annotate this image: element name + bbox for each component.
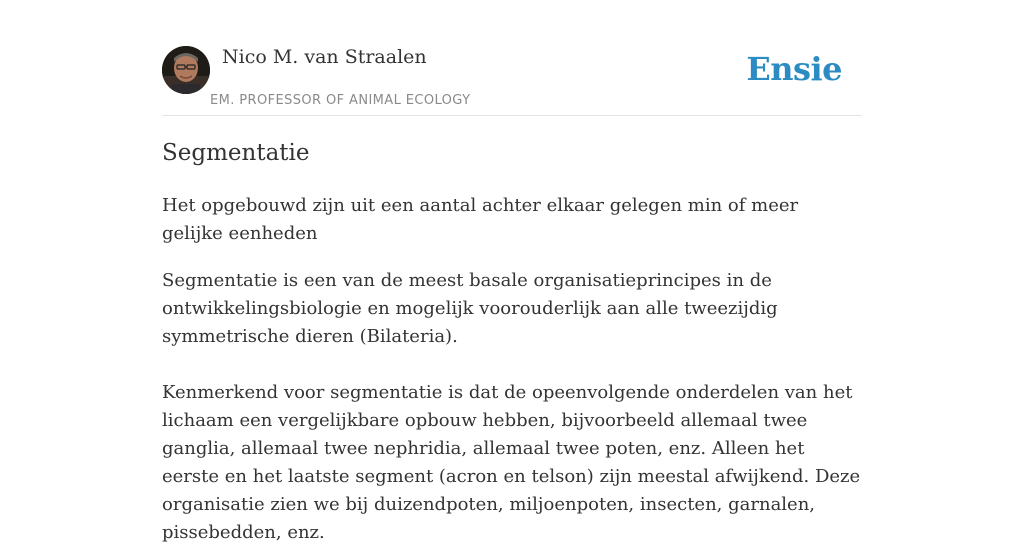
author-avatar[interactable] [162,46,210,94]
author-role: EM. PROFESSOR OF ANIMAL ECOLOGY [210,93,471,108]
author-portrait-icon [162,46,210,94]
entry-body: Segmentatie is een van de meest basale organisatieprincipes in de ontwikkelingsbiologie en mogelijk voorouderlijk aan alle tweezijdig symmetrische dieren (Bilateria). Kenmerkend voor segmentatie is dat de opeenvolgende onderdelen van het lichaam een vergelijkbare opbouw hebben, bijvoorbeeld allemaal twee ganglia, allemaal twee nephridia, allemaal twee poten, enz. Alleen het eerste en het laatste segment (acron en telson) zijn meestal afwijkend. Deze organisatie zien we bij duizendpoten, miljoenpoten, insecten, garnalen, pissebedden, enz. [162,270,861,543]
author-name[interactable]: Nico M. van Straalen [222,46,427,68]
ensie-logo[interactable]: Ensie [746,50,842,88]
entry-title: Segmentatie [162,140,310,166]
author-header [162,0,862,116]
entry-card [162,0,862,543]
entry-definition: Het opgebouwd zijn uit een aantal achter elkaar gelegen min of meer gelijke eenheden [162,195,799,244]
